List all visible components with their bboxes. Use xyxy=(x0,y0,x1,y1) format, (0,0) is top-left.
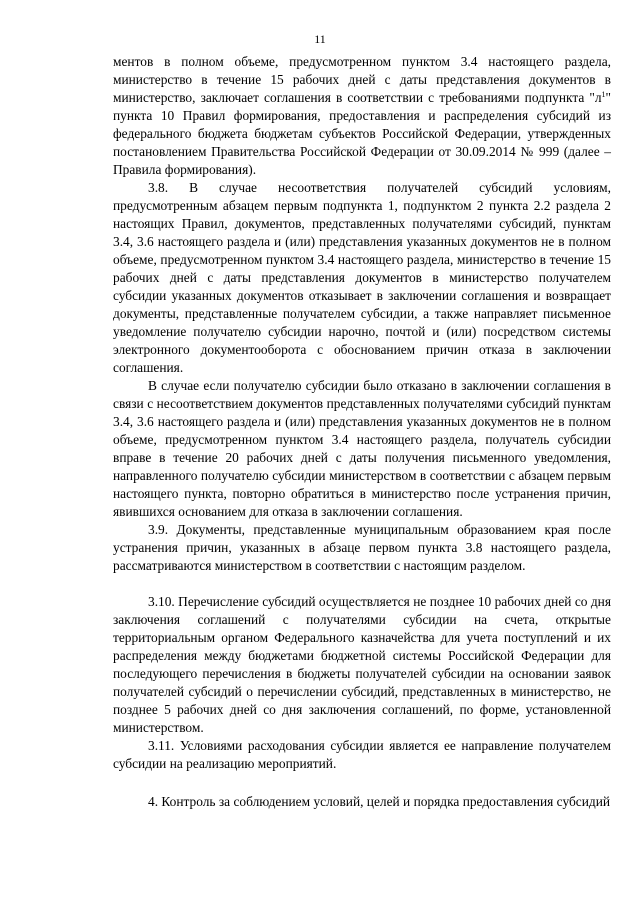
paragraph-3-8-refusal: В случае если получателю субсидии было отказано в заключении соглашения в связи с несоответствием документов представленных получателями субсидий пунктам 3.4, 3.6 настоящего раздела и (или) представления указанных документов не в полном объеме, предусмотренном пунктом 3.4 настоящего раздела, получатель субсидии вправе в течение 20 рабочих дней с даты получения письменного уведомления, направленного получателю субсидии министерством в соответствии с абзацем первым настоящего пункта, повторно обратиться в министерство после устранения причин, явившихся основанием для отказа в заключении соглашения. xyxy=(113,378,611,519)
paragraph-continuation xyxy=(113,53,611,179)
superscript: 1 xyxy=(601,90,606,99)
paragraph-text: " пункта 10 Правил формирования, предоставления и распределения субсидий из федерального бюджета бюджетам субъектов Российской Федерации, утвержденных постановлением Правительства Российской Федерации от 30.09.2014 № 999 (далее – Правила формирования). xyxy=(113,90,611,177)
paragraph-3-11: 3.11. Условиями расходования субсидии является ее направление получателем субсидии на реализацию мероприятий. xyxy=(113,738,611,771)
paragraph-3-8: 3.8. В случае несоответствия получателей субсидий условиям, предусмотренным абзацем первым подпункта 1, подпунктом 2 пункта 2.2 раздела 2 настоящих Правил, документов, представленных получателями субсидий, пунктам 3.4, 3.6 настоящего раздела и (или) представления указанных документов не в полном объеме, предусмотренном пунктом 3.4 настоящего раздела, министерство в течение 15 рабочих дней с даты представления документов в министерство получателем субсидии указанных документов отказывает в заключении соглашения и возвращает документы, представленные получателем субсидии, а также направляет письменное уведомление получателю субсидии нарочно, почтой и (или) посредством системы электронного документооборота с обоснованием причин отказа в заключении соглашения. xyxy=(113,180,611,375)
document-body xyxy=(113,53,611,811)
paragraph-text: ментов в полном объеме, предусмотренном пунктом 3.4 настоящего раздела, министерство в течение 15 рабочих дней с даты представления документов в министерство, заключает соглашения в соответствии с требованиями подпункта "л xyxy=(113,54,611,105)
page-number: 11 xyxy=(314,32,326,46)
paragraph-3-10: 3.10. Перечисление субсидий осуществляется не позднее 10 рабочих дней со дня заключения соглашений с получателями субсидии на счета, открытые территориальным органом Федерального казначейства для учета поступлений и их распределения между бюджетами бюджетной системы Российской Федерации для последующего перечисления в бюджеты получателей субсидии на основании заявок получателей субсидий о перечислении субсидий, представленных в министерство, не позднее 5 рабочих дней со дня заключения соглашений, по форме, установленной министерством. xyxy=(113,594,611,735)
section-heading: 4. Контроль за соблюдением условий, целей и порядка предоставления субсидий xyxy=(148,794,611,809)
paragraph-3-9: 3.9. Документы, представленные муниципальным образованием края после устранения причин, указанных в абзаце первом пункта 3.8 настоящего раздела, рассматриваются министерством в соответствии с настоящим разделом. xyxy=(113,522,611,573)
